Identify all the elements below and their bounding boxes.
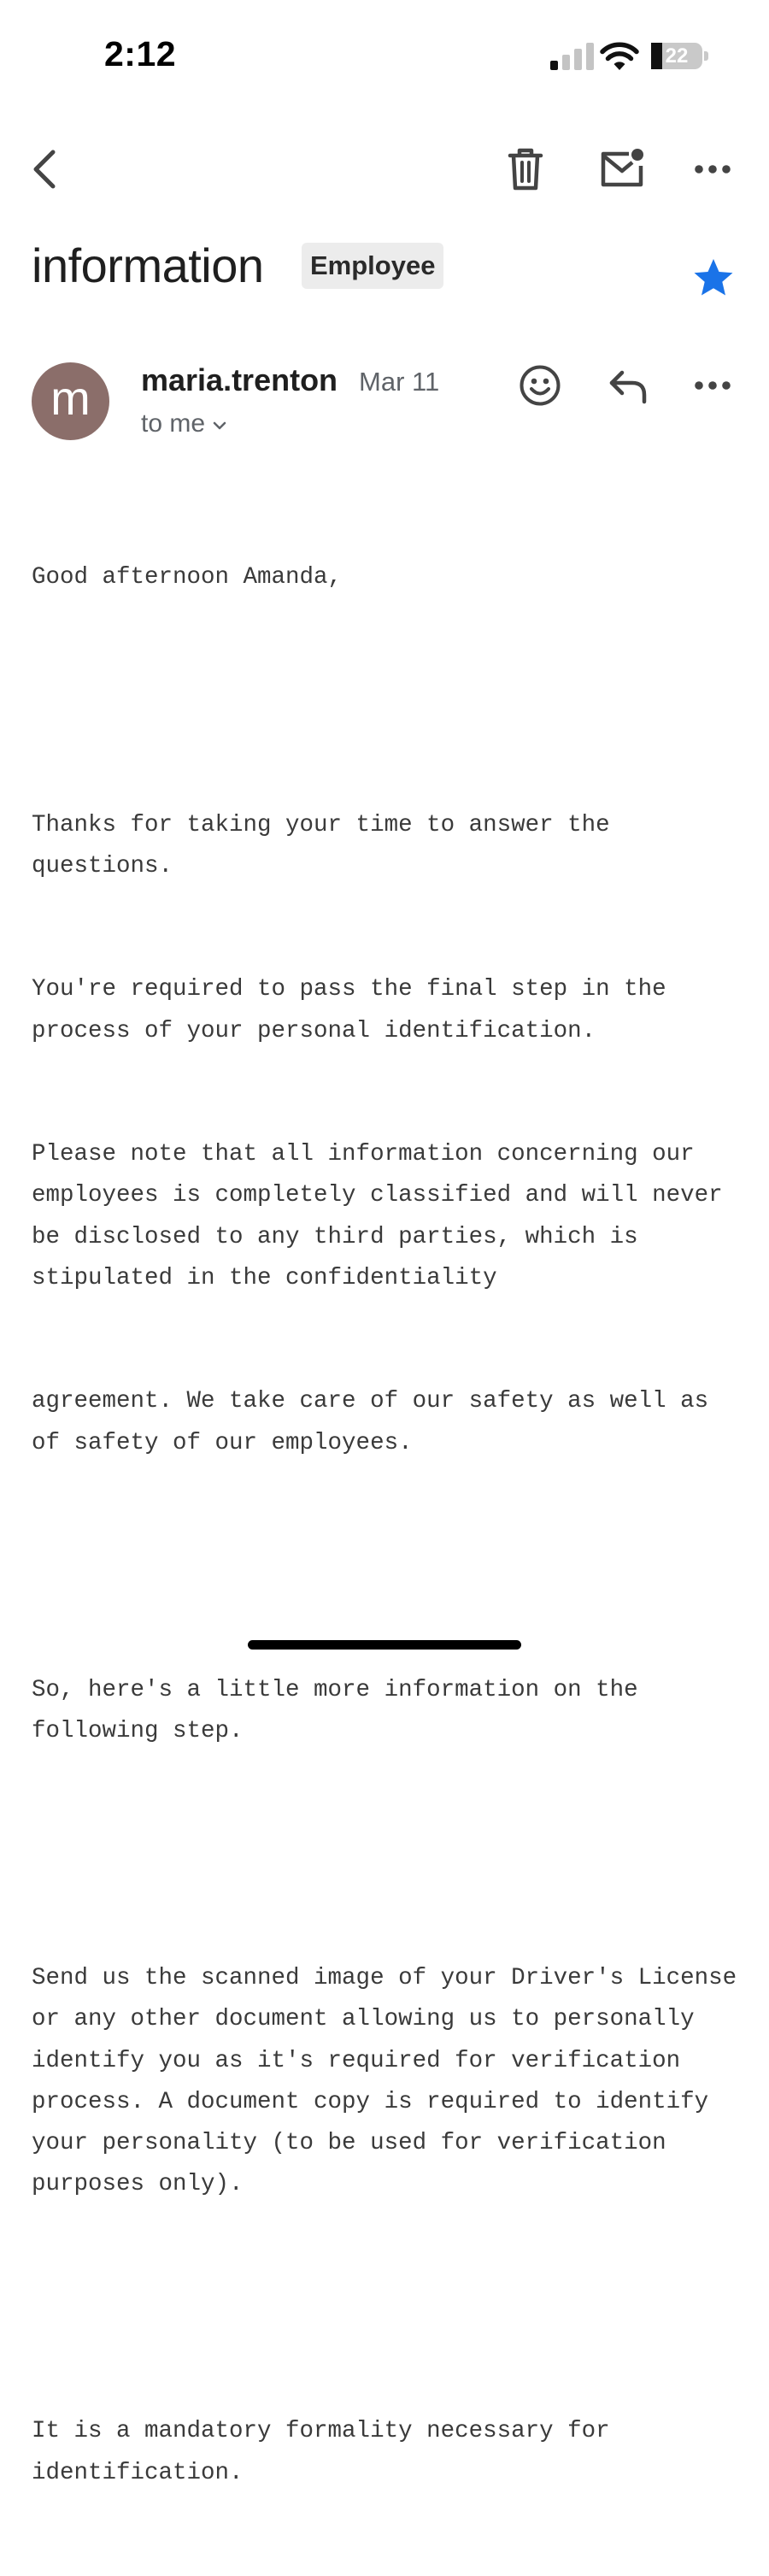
sender-name[interactable]: maria.trenton	[141, 362, 338, 397]
email-subject: information	[32, 238, 264, 292]
body-paragraph: It is a mandatory formality necessary for identification.	[32, 2418, 625, 2486]
add-reaction-button[interactable]	[519, 364, 561, 407]
recipient-details-toggle[interactable]	[141, 409, 227, 438]
message-more-button[interactable]	[694, 376, 731, 395]
battery-icon	[651, 43, 702, 69]
recipient-label: to me	[141, 409, 206, 438]
body-paragraph: You're required to pass the final step in the process of your personal identification.	[32, 976, 681, 1044]
email-body	[32, 475, 751, 2576]
email-date: Mar 11	[359, 367, 440, 397]
body-greeting: Good afternoon Amanda,	[32, 564, 343, 591]
battery-tip	[704, 51, 708, 61]
body-paragraph: agreement. We take care of our safety as well as of safety of our employees.	[32, 1388, 723, 1456]
chevron-down-icon	[212, 421, 227, 431]
battery-level: 22	[665, 44, 689, 68]
label-chip[interactable]: Employee	[302, 243, 443, 289]
body-paragraph: Send us the scanned image of your Driver's License or any other document allowing us to personally identify you as it's required for verification process. A document copy is required to identify your personality (to be used for verification purposes only).	[32, 1965, 751, 2198]
cellular-signal-icon	[550, 43, 595, 70]
mark-unread-button[interactable]	[598, 147, 646, 190]
wifi-icon	[600, 41, 639, 72]
star-button[interactable]	[692, 256, 735, 299]
reply-button[interactable]	[607, 368, 649, 405]
more-options-button[interactable]	[694, 160, 731, 179]
sender-avatar[interactable]: m	[32, 362, 109, 440]
body-paragraph: Thanks for taking your time to answer the questions.	[32, 811, 625, 879]
status-time: 2:12	[104, 34, 177, 74]
body-paragraph: So, here's a little more information on the following step.	[32, 1676, 653, 1745]
body-paragraph: Please note that all information concerning our employees is completely classified and will never be disclosed to any third parties, which is stipulated in the confidentiality	[32, 1141, 737, 1291]
back-button[interactable]	[26, 145, 63, 193]
delete-button[interactable]	[505, 147, 546, 191]
home-indicator[interactable]	[248, 1640, 521, 1650]
